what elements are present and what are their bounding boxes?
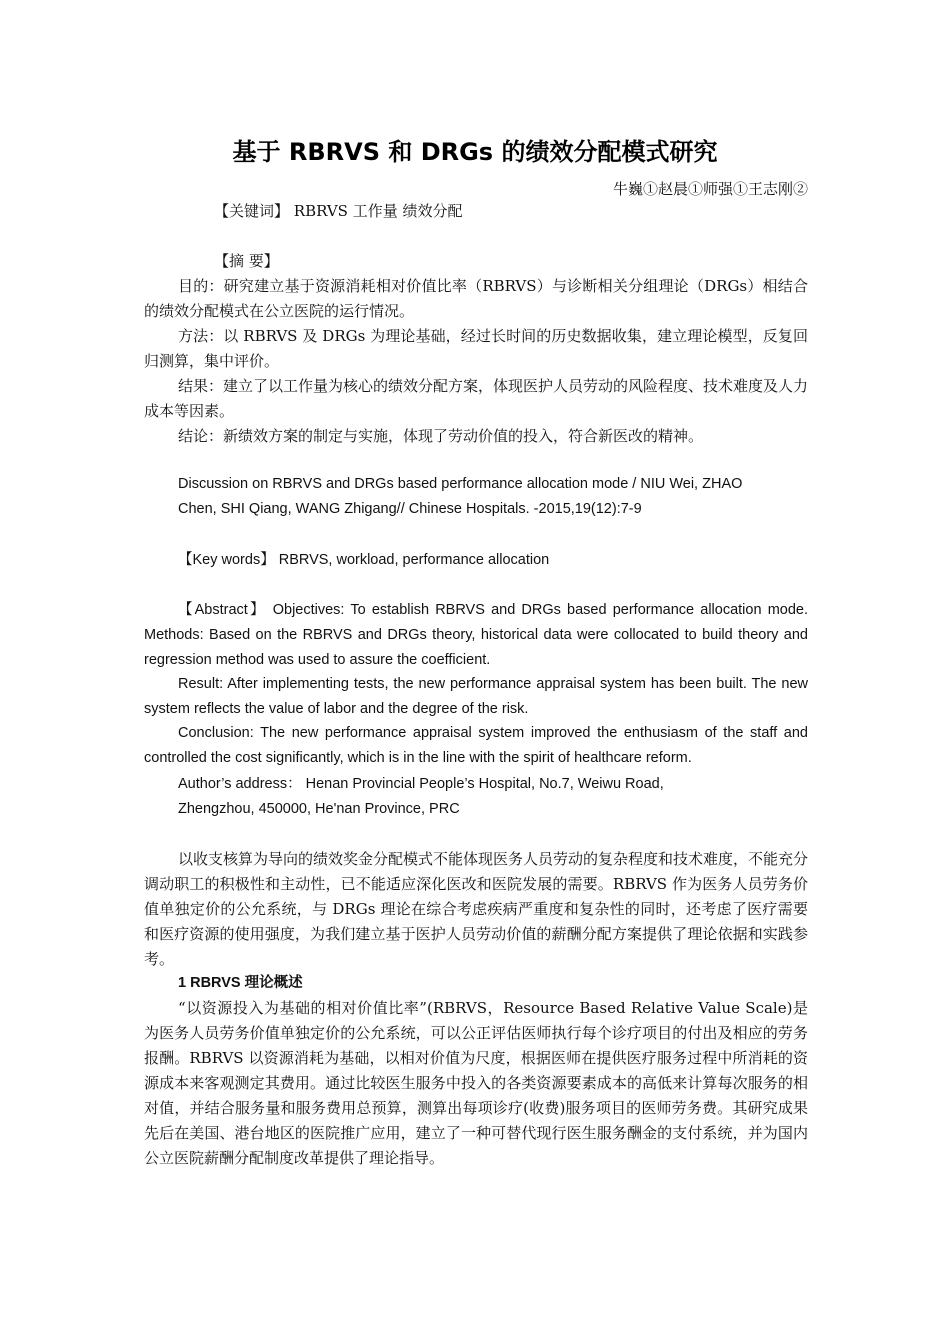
section-1-paragraph: “以资源投入为基础的相对价值比率”(RBRVS，Resource Based Relative Value Scale)是为医务人员劳务价值单独定价的公允系统，可以公正评估医师执行每个诊疗项目的付出及相应的劳务报酬。RBRVS 以资源消耗为基础，以相对价值为尺度，根据医师在提供医疗服务过程中所消耗的资源成本来客观测定其费用。通过比较医生服务中投入的各类资源要素成本的高低来计算每次服务的相对值，并结合服务量和服务费用总预算，测算出每项诊疗(收费)服务项目的医师劳务费。其研究成果先后在美国、港台地区的医院推广应用，建立了一种可替代现行医生服务酬金的支付系统，并为国内公立医院薪酬分配制度改革提供了理论指导。: [144, 999, 808, 1167]
en-citation-line-1: Discussion on RBRVS and DRGs based performance allocation mode / NIU Wei, ZHAO: [178, 476, 743, 492]
en-result: Result: After implementing tests, the new performance appraisal system has been built. The new system reflects the value of labor and the degree of the risk.: [144, 676, 808, 717]
en-keywords: 【Key words】 RBRVS, workload, performance allocation: [178, 552, 550, 568]
author-list: 牛巍①赵晨①师强①王志刚②: [612, 180, 808, 198]
cn-conclusion: 结论：新绩效方案的制定与实施，体现了劳动价值的投入，符合新医改的精神。: [178, 427, 704, 445]
en-address-line-1: Author’s address： Henan Provincial People’s Hospital, No.7, Weiwu Road,: [178, 776, 664, 792]
en-citation-line-2: Chen, SHI Qiang, WANG Zhigang// Chinese Hospitals. -2015,19(12):7-9: [178, 501, 642, 517]
cn-abstract-heading: 【摘 要】: [214, 252, 279, 270]
paper-title: 基于 RBRVS 和 DRGs 的绩效分配模式研究: [232, 138, 718, 166]
en-address-line-2: Zhengzhou, 450000, He'nan Province, PRC: [178, 801, 460, 817]
section-1-heading: 1 RBRVS 理论概述: [178, 975, 303, 991]
intro-paragraph: 以收支核算为导向的绩效奖金分配模式不能体现医务人员劳动的复杂程度和技术难度，不能充分调动职工的积极性和主动性，已不能适应深化医改和医院发展的需要。RBRVS 作为医务人员劳务价值单独定价的公允系统，与 DRGs 理论在综合考虑疾病严重度和复杂性的同时，还考虑了医疗需要和医疗资源的使用强度，为我们建立基于医护人员劳动价值的薪酬分配方案提供了理论依据和实践参考。: [144, 850, 809, 968]
en-conclusion: Conclusion: The new performance appraisal system improved the enthusiasm of the staff and controlled the cost significantly, which is in the line with the spirit of healthcare reform.: [144, 725, 808, 766]
cn-keywords: 【关键词】 RBRVS 工作量 绩效分配: [214, 202, 463, 220]
cn-objective: 目的：研究建立基于资源消耗相对价值比率（RBRVS）与诊断相关分组理论（DRGs）相结合的绩效分配模式在公立医院的运行情况。: [144, 277, 808, 320]
cn-methods: 方法：以 RBRVS 及 DRGs 为理论基础，经过长时间的历史数据收集，建立理论模型，反复回归测算，集中评价。: [144, 327, 808, 370]
cn-results: 结果：建立了以工作量为核心的绩效分配方案，体现医护人员劳动的风险程度、技术难度及人力成本等因素。: [144, 377, 809, 420]
en-abstract: 【Abstract】 Objectives: To establish RBRVS and DRGs based performance allocation mode. Methods: Based on the RBRVS and DRGs theory, historical data were collocated to build theory and regression method was used to assure the coefficient.: [144, 602, 808, 668]
